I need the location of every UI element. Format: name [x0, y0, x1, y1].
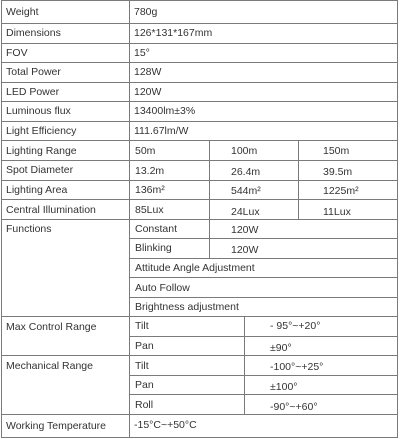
lighting-area-value-2: 544m²	[231, 185, 261, 197]
rule	[129, 394, 398, 395]
max-control-range-label: Max Control Range	[6, 321, 97, 333]
rule	[1, 437, 398, 438]
weight-value: 780g	[134, 6, 158, 18]
function-brightness: Brightness adjustment	[135, 301, 239, 313]
mechanical-pan-value: ±100°	[270, 381, 298, 393]
max-control-pan-value: ±90°	[270, 342, 292, 354]
rule	[1, 0, 398, 1]
rule	[397, 0, 398, 438]
rule	[1, 199, 398, 200]
total-power-label: Total Power	[6, 66, 61, 78]
rule	[1, 23, 398, 24]
rule	[244, 316, 245, 414]
lighting-range-value-3: 150m	[323, 145, 350, 157]
spot-diameter-label: Spot Diameter	[6, 164, 74, 176]
rule	[1, 82, 398, 83]
spot-diameter-value-1: 13.2m	[135, 165, 165, 177]
central-illumination-value-1: 85Lux	[135, 204, 164, 216]
fov-label: FOV	[6, 47, 28, 59]
function-blinking-name: Blinking	[135, 242, 172, 254]
max-control-tilt-value: - 95°~+20°	[270, 320, 321, 332]
lighting-range-label: Lighting Range	[6, 145, 77, 157]
mechanical-range-label: Mechanical Range	[6, 360, 93, 372]
light-efficiency-label: Light Efficiency	[6, 125, 77, 137]
working-temperature-value: -15°C~+50°C	[134, 419, 197, 431]
central-illumination-value-2: 24Lux	[231, 206, 260, 218]
total-power-value: 128W	[134, 66, 162, 78]
lighting-range-value-1: 50m	[135, 145, 156, 157]
spot-diameter-value-2: 26.4m	[231, 166, 261, 178]
rule	[1, 121, 398, 122]
luminous-flux-label: Luminous flux	[6, 105, 71, 117]
rule	[1, 101, 398, 102]
function-blinking-value: 120W	[231, 244, 259, 256]
rule	[1, 355, 398, 356]
rule	[129, 375, 398, 376]
functions-label: Functions	[6, 223, 52, 235]
rule	[1, 316, 398, 317]
spot-diameter-value-3: 39.5m	[323, 166, 353, 178]
lighting-area-label: Lighting Area	[6, 184, 68, 196]
function-auto-follow: Auto Follow	[135, 282, 190, 294]
mechanical-tilt-value: -100°~+25°	[270, 361, 324, 373]
rule	[129, 238, 398, 239]
central-illumination-label: Central Illumination	[6, 204, 96, 216]
rule	[1, 219, 398, 220]
rule	[209, 140, 210, 219]
light-efficiency-value: 111.67lm/W	[134, 125, 189, 137]
rule	[129, 336, 398, 337]
max-control-tilt-name: Tilt	[135, 320, 149, 332]
rule	[129, 0, 130, 438]
luminous-flux-value: 13400lm±3%	[134, 105, 196, 117]
rule	[129, 258, 398, 259]
rule	[209, 219, 210, 258]
fov-value: 15°	[134, 47, 150, 59]
rule	[1, 160, 398, 161]
rule	[1, 180, 398, 181]
function-constant-name: Constant	[135, 223, 178, 235]
rule	[129, 297, 398, 298]
mechanical-tilt-name: Tilt	[135, 360, 149, 372]
lighting-area-value-3: 1225m²	[323, 185, 359, 197]
rule	[298, 140, 299, 219]
led-power-value: 120W	[134, 86, 162, 98]
mechanical-roll-value: -90°~+60°	[270, 401, 318, 413]
dimensions-label: Dimensions	[6, 27, 61, 39]
rule	[1, 0, 2, 438]
lighting-range-value-2: 100m	[231, 145, 258, 157]
rule	[129, 277, 398, 278]
mechanical-pan-name: Pan	[135, 379, 154, 391]
weight-label: Weight	[6, 6, 39, 18]
led-power-label: LED Power	[6, 86, 60, 98]
max-control-pan-name: Pan	[135, 340, 154, 352]
mechanical-roll-name: Roll	[135, 399, 154, 411]
rule	[1, 140, 398, 141]
rule	[1, 62, 398, 63]
rule	[1, 43, 398, 44]
function-attitude: Attitude Angle Adjustment	[135, 262, 255, 274]
lighting-area-value-1: 136m²	[135, 184, 165, 196]
rule	[1, 414, 398, 415]
working-temperature-label: Working Temperature	[6, 420, 106, 432]
function-constant-value: 120W	[231, 224, 259, 236]
dimensions-value: 126*131*167mm	[134, 27, 213, 39]
spec-table	[1, 0, 398, 438]
central-illumination-value-3: 11Lux	[323, 206, 351, 218]
